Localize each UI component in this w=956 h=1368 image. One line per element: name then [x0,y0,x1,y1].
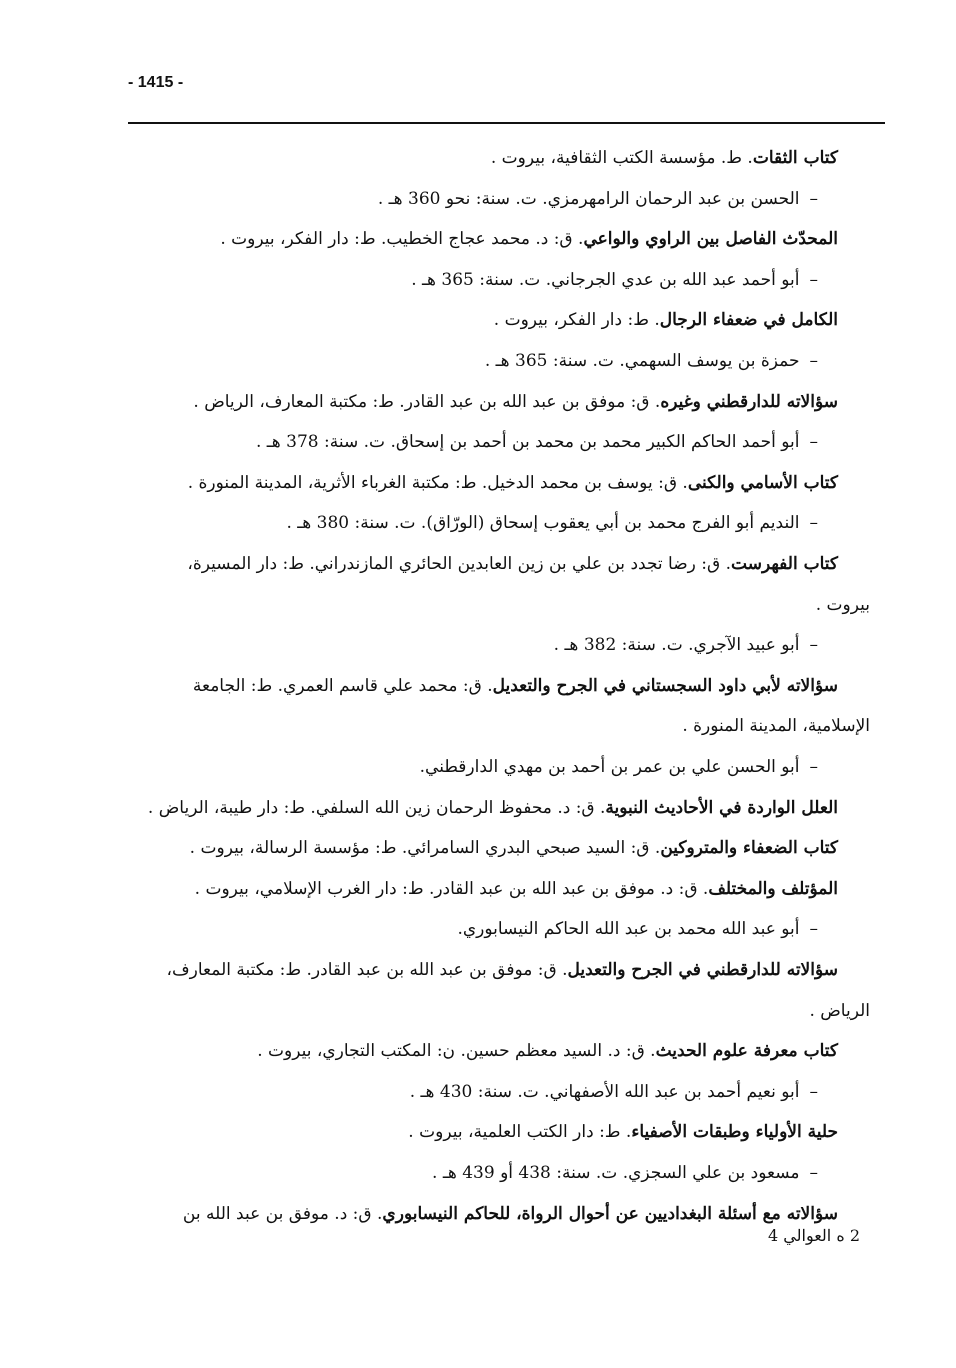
book-entry [167,956,838,984]
book-details: . ق: د. موفق بن عبد الله بن [182,1204,383,1224]
book-title: حلية الأولياء وطبقات الأصفياء [631,1122,838,1142]
book-entry [183,1200,838,1228]
book-title: سؤالاته للدارقطني في الجرح والتعديل [567,960,838,980]
author-text: النديم أبو الفرج محمد بن أبي يعقوب إسحاق (الورّاق). ت. سنة: 380 هـ . [286,513,800,533]
book-title: كتاب الضعفاء والمتروكين [660,838,838,858]
book-details: . ط: دار الفكر، بيروت . [493,310,660,330]
book-entry [257,1037,838,1065]
book-entry [188,469,838,497]
dash-bullet-icon: – [809,432,818,452]
book-title: سؤالاته مع أسئلة البغداديين عن أحوال الرواة، للحاكم النيسابوري [382,1204,838,1224]
author-text: أبو أحمد عبد الله بن عدي الجرجاني. ت. سنة: 365 هـ . [411,270,800,290]
author-entry [378,185,818,213]
book-details: . ق: رضا تجدد بن علي بن زين العابدين الحائري المازندراني. ط: دار المسيرة، [187,554,732,574]
author-entry [410,1078,818,1106]
book-details: . ق: موفق بن عبد الله بن عبد القادر. ط: مكتبة المعارف، الرياض . [193,392,661,412]
page-number: - 1415 - [128,74,184,91]
dash-bullet-icon: – [809,513,818,533]
book-title: العلل الواردة في الأحاديث النبوية [605,798,838,818]
dash-bullet-icon: – [809,757,818,777]
author-entry [554,631,818,659]
book-details: . ط. مؤسسة الكتب الثقافية، بيروت . [490,148,753,168]
footer-signature: 2 ه العوالي 4 [768,1226,860,1245]
book-details: . ق: محمد علي قاسم العمري. ط: الجامعة [192,676,493,696]
dash-bullet-icon: – [809,270,818,290]
author-entry [411,266,818,294]
dash-bullet-icon: – [809,1082,818,1102]
book-details: . ق: موفق بن عبد الله بن عبد القادر. ط: مكتبة المعارف، [166,960,568,980]
book-title: كتاب الفهرست [731,554,838,574]
author-entry [256,428,818,456]
book-entry [187,550,838,578]
dash-bullet-icon: – [809,919,818,939]
author-entry [286,509,818,537]
dash-bullet-icon: – [809,351,818,371]
book-title: كتاب معرفة علوم الحديث [655,1041,838,1061]
book-title: كتاب الثقات [752,148,838,168]
book-details: . ق: د. موفق بن عبد الله بن عبد القادر. ط: دار الغرب الإسلامي، بيروت . [194,879,709,899]
author-text: أبو نعيم أحمد بن عبد الله الأصفهاني. ت. سنة: 430 هـ . [409,1082,800,1102]
author-text: مسعود بن علي السجزي. ت. سنة: 438 أو 439 هـ . [432,1163,800,1183]
book-entry [408,1118,838,1146]
continuation-line: بيروت . [815,595,870,615]
book-details: . ق: د. السيد معظم حسين. ن: المكتب التجاري، بيروت . [257,1041,656,1061]
author-entry [432,1159,818,1187]
dash-bullet-icon: – [809,635,818,655]
book-entry [148,794,838,822]
header-rule [128,122,885,124]
book-entry [195,875,838,903]
dash-bullet-icon: – [809,1163,818,1183]
book-entry [193,388,838,416]
book-title: كتاب الأسامي والكنى [687,473,838,493]
book-entry [491,144,838,172]
book-details: . ط: دار الكتب العلمية، بيروت . [408,1122,632,1142]
dash-bullet-icon: – [809,189,818,209]
book-title: سؤالاته لأبي داود السجستاني في الجرح والتعديل [492,676,838,696]
book-details: . ق: د. محمد عجاج الخطيب. ط: دار الفكر، بيروت . [220,229,584,249]
author-entry [485,347,818,375]
book-entry [190,834,838,862]
book-title: المحدّث الفاصل بين الراوي والواعي [583,229,838,249]
author-text: أبو عبيد الآجري. ت. سنة: 382 هـ . [553,635,800,655]
book-details: . ق: السيد صبحي البدري السامرائي. ط: مؤسسة الرسالة، بيروت . [189,838,661,858]
book-title: سؤالاته للدارقطني وغيره [660,392,838,412]
continuation-line: الإسلامية، المدينة المنورة . [682,716,870,736]
book-details: . ق: يوسف بن محمد الدخيل. ط: مكتبة الغرباء الأثرية، المدينة المنورة . [187,473,688,493]
author-entry [420,753,818,781]
author-text: أبو أحمد الحاكم الكبير محمد بن محمد بن أحمد بن إسحاق. ت. سنة: 378 هـ . [256,432,800,452]
author-text: حمزة بن يوسف السهمي. ت. سنة: 365 هـ . [484,351,800,371]
book-entry [193,672,838,700]
book-entry [220,225,838,253]
author-text: أبو الحسن علي بن عمر بن أحمد بن مهدي الدارقطني. [419,757,800,777]
book-details: . ق: د. محفوظ الرحمان زين الله السلفي. ط: دار طيبة، الرياض . [147,798,606,818]
book-entry [494,306,838,334]
book-title: الكامل في ضعفاء الرجال [659,310,838,330]
continuation-line: الرياض . [809,1001,870,1021]
author-text: أبو عبد الله محمد بن عبد الله الحاكم النيسابوري. [457,919,800,939]
book-title: المؤتلف والمختلف [708,879,838,899]
author-text: الحسن بن عبد الرحمان الرامهرمزي. ت. سنة: نحو 360 هـ . [377,189,800,209]
author-entry [457,915,818,943]
